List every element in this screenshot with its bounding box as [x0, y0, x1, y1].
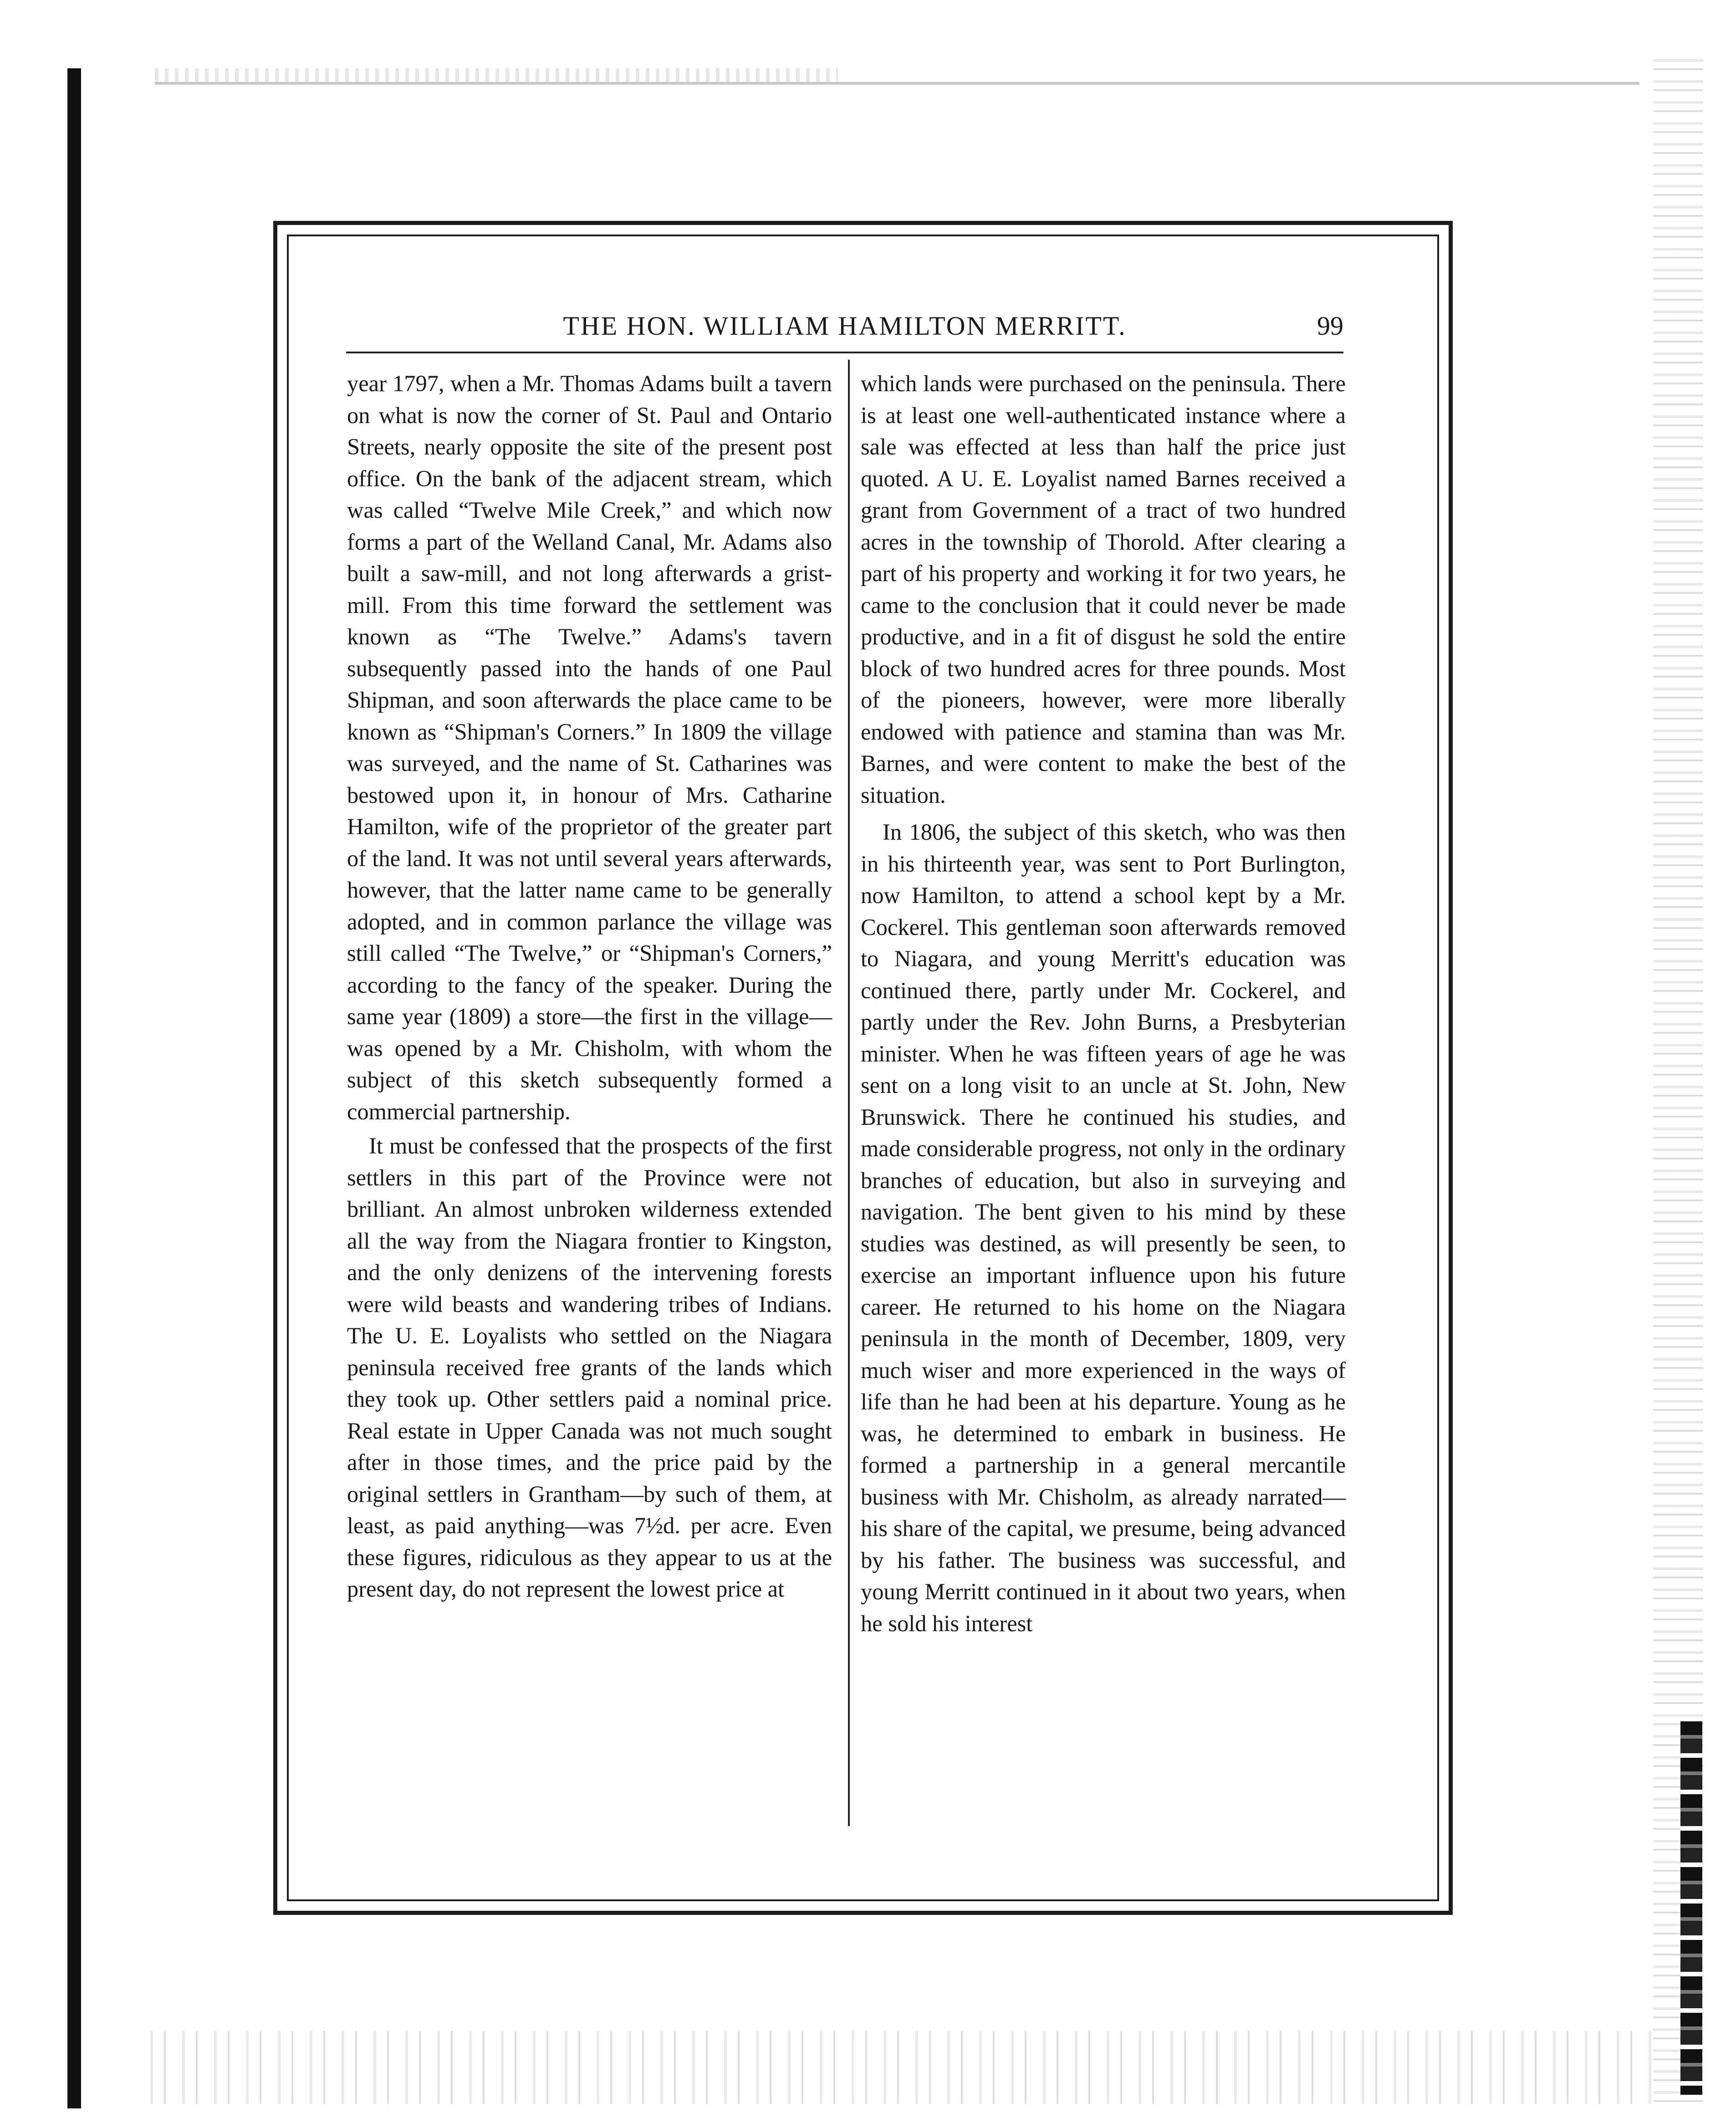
- header-rule: [346, 352, 1343, 353]
- paragraph: which lands were purchased on the peninsula. There is at least one well-authenticated instance where a sale was effected at less than half the price just quoted. A U. E. Loyalist named Barnes received a grant from Government of a tract of two hundred acres in the township of Thorold. After clearing a part of his property and working it for two years, he came to the conclusion that it could never be made productive, and in a fit of disgust he sold the entire block of two hundred acres for three pounds. Most of the pioneers, however, were more liberally endowed with patience and stamina than was Mr. Barnes, and were content to make the best of the situation.: [861, 371, 1346, 808]
- running-head: [346, 308, 1343, 344]
- scan-binding-shadow: [67, 68, 81, 2108]
- page-number: 99: [1317, 311, 1343, 341]
- scan-bottom-noise: [150, 2031, 1653, 2104]
- text-column-right: [861, 368, 1346, 1639]
- paragraph: In 1806, the subject of this sketch, who was then in his thirteenth year, was sent to Port Burlington, now Hamilton, to attend a school kept by a Mr. Cockerel. This gentleman soon afterwards removed to Niagara, and young Merritt's education was continued there, partly under Mr. Cockerel, and partly under the Rev. John Burns, a Presbyterian minister. When he was fifteen years of age he was sent on a long visit to an uncle at St. John, New Brunswick. There he continued his studies, and made considerable progress, not only in the ordinary branches of education, but also in surveying and navigation. The bent given to his mind by these studies was destined, as will presently be seen, to exercise an important influence upon his future career. He returned to his home on the Niagara peninsula in the month of December, 1809, very much wiser and more experienced in the ways of life than he had been at his departure. Young as he was, he determined to embark in business. He formed a partnership in a general mercantile business with Mr. Chisholm, as already narrated—his share of the capital, we presume, being advanced by his father. The business was successful, and young Merritt continued in it about two years, when he sold his interest: [861, 819, 1346, 1636]
- paragraph: It must be confessed that the prospects of the first settlers in this part of the Province were not brilliant. An almost unbroken wilderness extended all the way from the Niagara frontier to Kingston, and the only denizens of the intervening forests were wild beasts and wandering tribes of Indians. The U. E. Loyalists who settled on the Niagara peninsula received free grants of the lands which they took up. Other settlers paid a nominal price. Real estate in Upper Canada was not much sought after in those times, and the price paid by the original settlers in Grantham—by such of them, at least, as paid anything—was 7½d. per acre. Even these figures, ridiculous as they appear to us at the present day, do not represent the lowest price at: [347, 1133, 832, 1602]
- column-divider: [848, 360, 850, 1826]
- running-title: THE HON. WILLIAM HAMILTON MERRITT.: [563, 311, 1127, 341]
- text-column-left: [347, 368, 832, 1605]
- scan-right-dark-strip: [1680, 1721, 1702, 2095]
- paragraph: year 1797, when a Mr. Thomas Adams built a tavern on what is now the corner of St. Paul and Ontario Streets, nearly opposite the site of the present post office. On the bank of the adjacent stream, which was called “Twelve Mile Creek,” and which now forms a part of the Welland Canal, Mr. Adams also built a saw-mill, and not long afterwards a grist-mill. From this time forward the settlement was known as “The Twelve.” Adams's tavern subsequently passed into the hands of one Paul Shipman, and soon afterwards the place came to be known as “Shipman's Corners.” In 1809 the village was surveyed, and the name of St. Catharines was bestowed upon it, in honour of Mrs. Catharine Hamilton, wife of the proprietor of the greater part of the land. It was not until several years afterwards, however, that the latter name came to be generally adopted, and in common parlance the village was still called “The Twelve,” or “Shipman's Corners,” according to the fancy of the speaker. During the same year (1809) a store—the first in the village—was opened by a Mr. Chisholm, with whom the subject of this sketch subsequently formed a commercial partnership.: [347, 371, 832, 1124]
- scan-top-edge: [155, 82, 1639, 85]
- scan-top-smudge: [155, 68, 838, 82]
